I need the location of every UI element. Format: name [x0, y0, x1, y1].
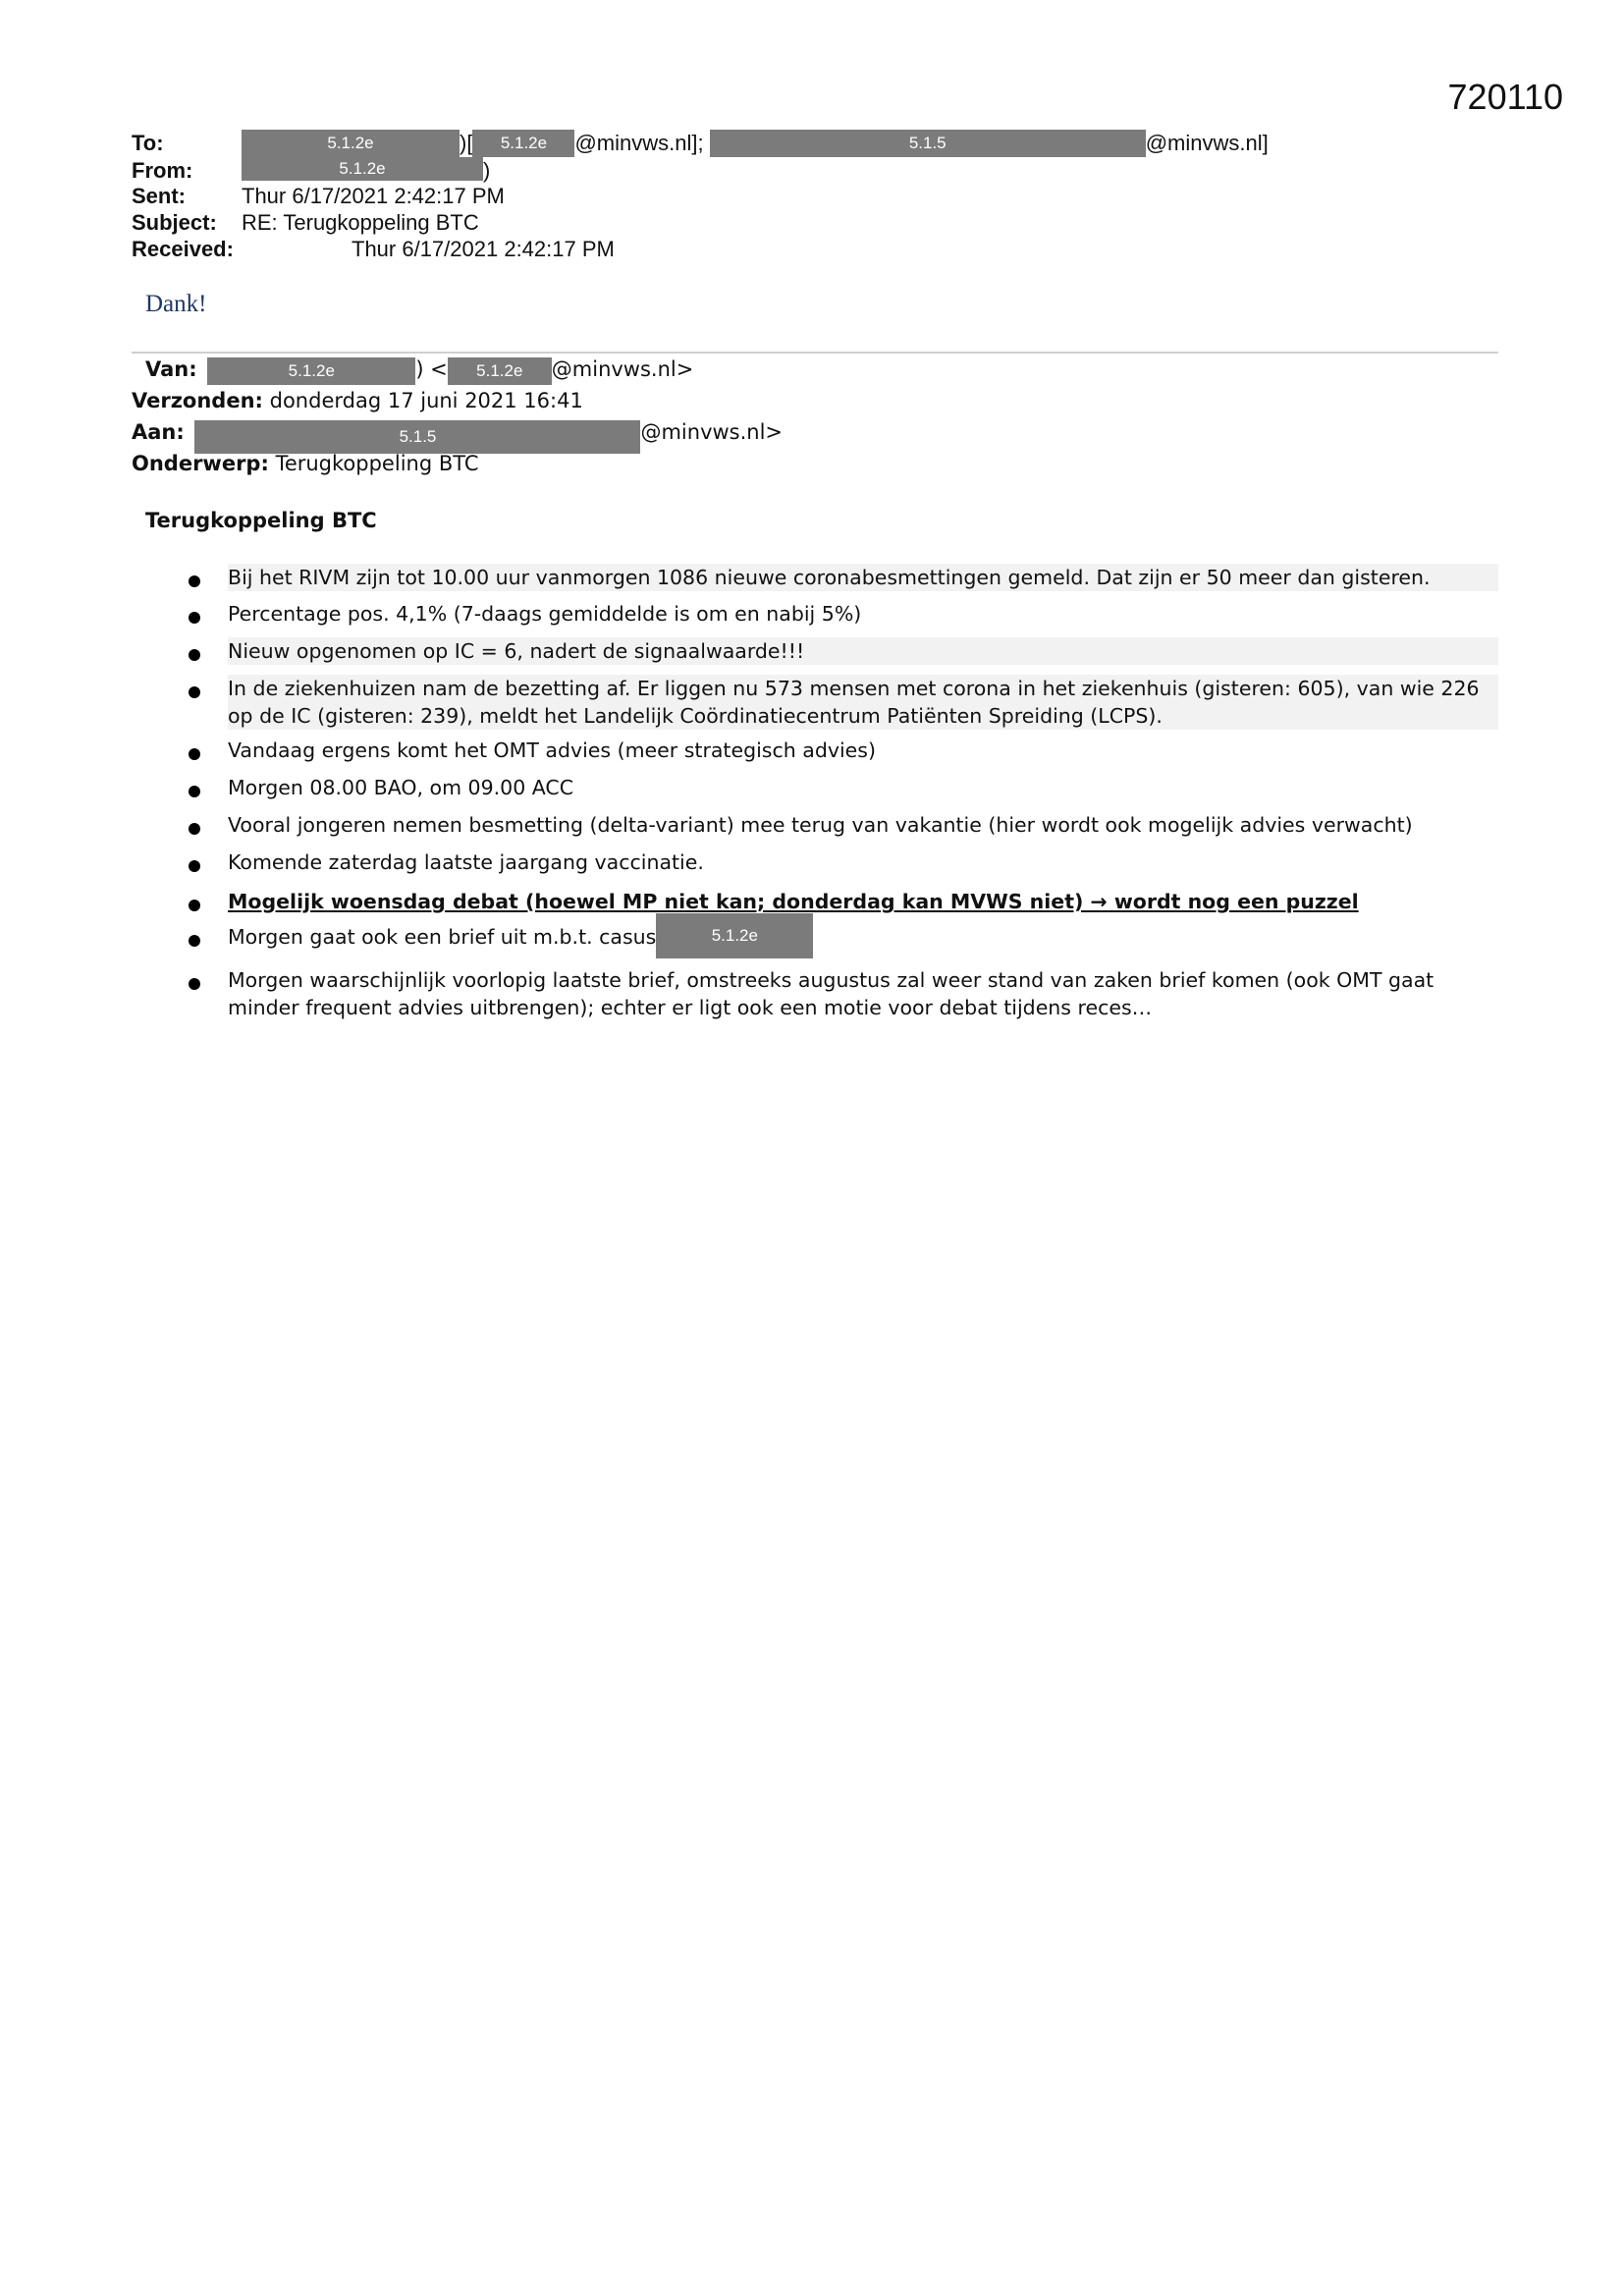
verzonden-value: donderdag 17 juni 2021 16:41	[269, 389, 583, 412]
section-title: Terugkoppeling BTC	[145, 509, 377, 532]
bullet-icon	[189, 786, 200, 797]
bullet-list	[183, 564, 1498, 1021]
bullet-icon	[189, 686, 200, 698]
forward-onderwerp	[132, 452, 479, 475]
list-item: Morgen waarschijnlijk voorlopig laatste brief, omstreeks augustus zal weer stand van zaken brief komen (ook OMT gaat minder frequent advies uitbrengen); echter er ligt ook een motie voor debat tijdens reces…	[183, 966, 1498, 1021]
forward-verzonden	[132, 389, 583, 412]
sent-label: Sent:	[132, 184, 186, 208]
redaction-block: 5.1.2e	[242, 157, 483, 181]
list-item: Percentage pos. 4,1% (7-daags gemiddelde is om en nabij 5%)	[183, 600, 1498, 628]
redaction-block: 5.1.2e	[448, 357, 552, 385]
to-domain-2: @minvws.nl]	[1145, 131, 1269, 155]
bullet-icon	[189, 935, 200, 947]
to-label: To:	[132, 131, 164, 155]
aan-domain: @minvws.nl>	[640, 420, 784, 444]
subject-value: RE: Terugkoppeling BTC	[242, 210, 479, 235]
divider	[132, 352, 1498, 354]
van-label: Van:	[145, 357, 197, 381]
forward-aan	[132, 420, 783, 454]
document-id: 720110	[1447, 77, 1563, 117]
bullet-icon	[189, 978, 200, 990]
bullet-icon	[189, 612, 200, 624]
redaction-block: 5.1.2e	[207, 357, 415, 385]
bullet-icon	[189, 860, 200, 872]
redaction-block: 5.1.2e	[472, 130, 574, 157]
verzonden-label: Verzonden:	[132, 389, 263, 412]
onderwerp-label: Onderwerp:	[132, 452, 269, 475]
list-item: Komende zaterdag laatste jaargang vaccinatie.	[183, 848, 1498, 876]
bullet-icon	[189, 823, 200, 835]
redaction-block: 5.1.2e	[656, 913, 813, 958]
reply-text: Dank!	[145, 291, 207, 317]
from-end: )	[483, 158, 491, 183]
van-separator: ) <	[415, 357, 448, 381]
list-item: Vandaag ergens komt het OMT advies (meer strategisch advies)	[183, 737, 1498, 764]
list-item: Morgen gaat ook een brief uit m.b.t. casus 5.1.2e	[183, 923, 1498, 958]
received-value: Thur 6/17/2021 2:42:17 PM	[352, 237, 615, 261]
bullet-icon	[189, 748, 200, 760]
bullet-icon	[189, 649, 200, 661]
list-item: Bij het RIVM zijn tot 10.00 uur vanmorgen 1086 nieuwe coronabesmettingen gemeld. Dat zijn er 50 meer dan gisteren.	[183, 564, 1498, 591]
bullet-icon	[189, 575, 200, 587]
list-item: Vooral jongeren nemen besmetting (delta-variant) mee terug van vakantie (hier wordt ook mogelijk advies verwacht)	[183, 811, 1498, 839]
onderwerp-value: Terugkoppeling BTC	[275, 452, 479, 475]
received-label: Received:	[132, 237, 234, 261]
to-separator: )[	[460, 131, 473, 155]
list-item: Morgen 08.00 BAO, om 09.00 ACC	[183, 774, 1498, 801]
redaction-block: 5.1.2e	[242, 130, 460, 157]
van-domain: @minvws.nl>	[551, 357, 694, 381]
sent-value: Thur 6/17/2021 2:42:17 PM	[242, 184, 505, 208]
list-item: In de ziekenhuizen nam de bezetting af. Er liggen nu 573 mensen met corona in het ziekenhuis (gisteren: 605), van wie 226 op de IC (gisteren: 239), meldt het Landelijk Coördinatiecentrum Patiënten Spreiding (LCPS).	[183, 675, 1498, 730]
redaction-block: 5.1.5	[194, 420, 640, 454]
to-domain-1: @minvws.nl];	[574, 131, 704, 155]
from-label: From:	[132, 158, 193, 183]
redaction-block: 5.1.5	[710, 130, 1146, 157]
bullet-icon	[189, 900, 200, 911]
subject-label: Subject:	[132, 210, 217, 235]
aan-label: Aan:	[132, 420, 185, 444]
list-item: Mogelijk woensdag debat (hoewel MP niet kan; donderdag kan MVWS niet) → wordt nog een puzzel	[183, 888, 1498, 915]
forward-van	[132, 357, 693, 385]
list-item: Nieuw opgenomen op IC = 6, nadert de signaalwaarde!!!	[183, 637, 1498, 665]
